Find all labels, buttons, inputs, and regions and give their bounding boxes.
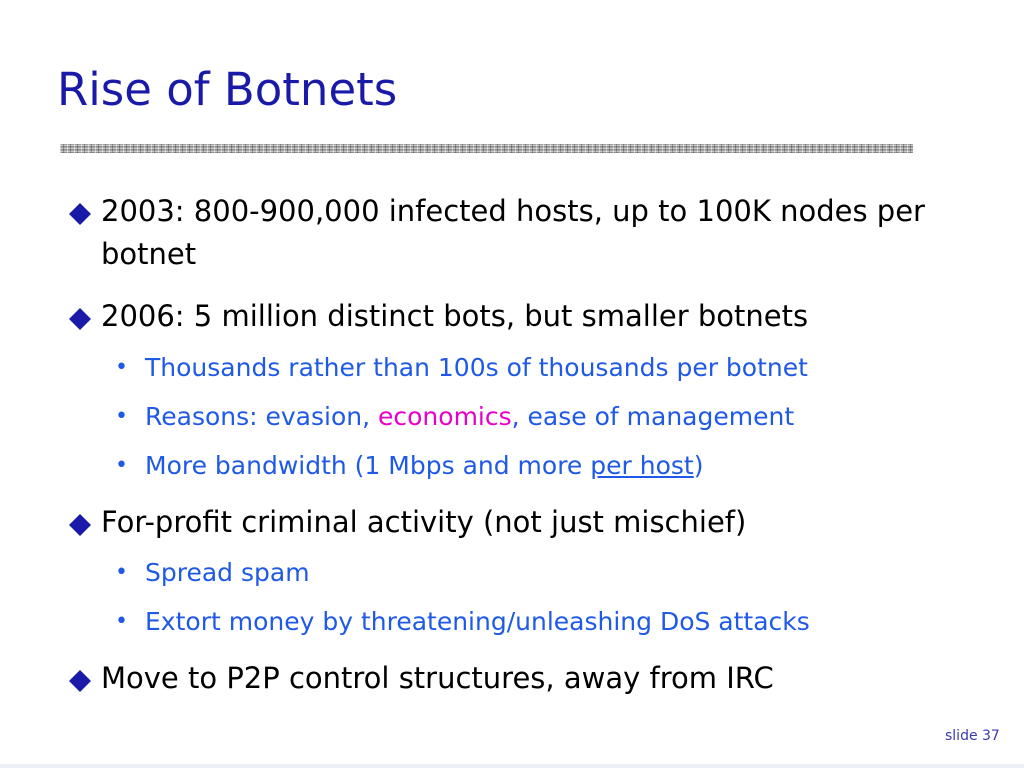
bullet-text: For-profit criminal activity (not just mischief) [101,505,747,539]
sub-bullet-item [115,556,310,590]
bullet-item [69,657,774,700]
dot-bullet-icon: • [115,453,128,478]
sub-bullet-text: Spread spam [145,558,310,587]
title-divider [60,144,913,153]
bullet-item [69,190,929,276]
dot-bullet-icon: • [115,560,128,585]
bullet-text: Move to P2P control structures, away from IRC [101,661,774,695]
sub-bullet-text: Thousands rather than 100s of thousands per botnet [145,353,808,382]
bullet-text: 2003: 800-900,000 infected hosts, up to 100K nodes per botnet [101,194,925,271]
sub-bullet-text: Reasons: evasion, economics, ease of management [145,402,795,431]
diamond-bullet-icon [69,203,91,225]
slide-number: slide 37 [945,728,1000,744]
bullet-item [69,295,808,338]
sub-bullet-text: Extort money by threatening/unleashing DoS attacks [145,607,810,636]
slide-title: Rise of Botnets [57,63,398,116]
diamond-bullet-icon [69,308,91,330]
highlighted-term: economics [378,402,512,431]
sub-bullet-item [115,400,794,434]
diamond-bullet-icon [69,670,91,692]
dot-bullet-icon: • [115,355,128,380]
sub-bullet-item [115,605,810,639]
bullet-item [69,501,746,544]
footer-band [0,764,1024,768]
sub-bullet-item [115,449,703,483]
dot-bullet-icon: • [115,404,128,429]
dot-bullet-icon: • [115,609,128,634]
sub-bullet-item [115,351,808,385]
bullet-text: 2006: 5 million distinct bots, but smaller botnets [101,299,809,333]
diamond-bullet-icon [69,514,91,536]
sub-bullet-text: More bandwidth (1 Mbps and more per host) [145,451,704,480]
underlined-term: per host [590,451,694,480]
